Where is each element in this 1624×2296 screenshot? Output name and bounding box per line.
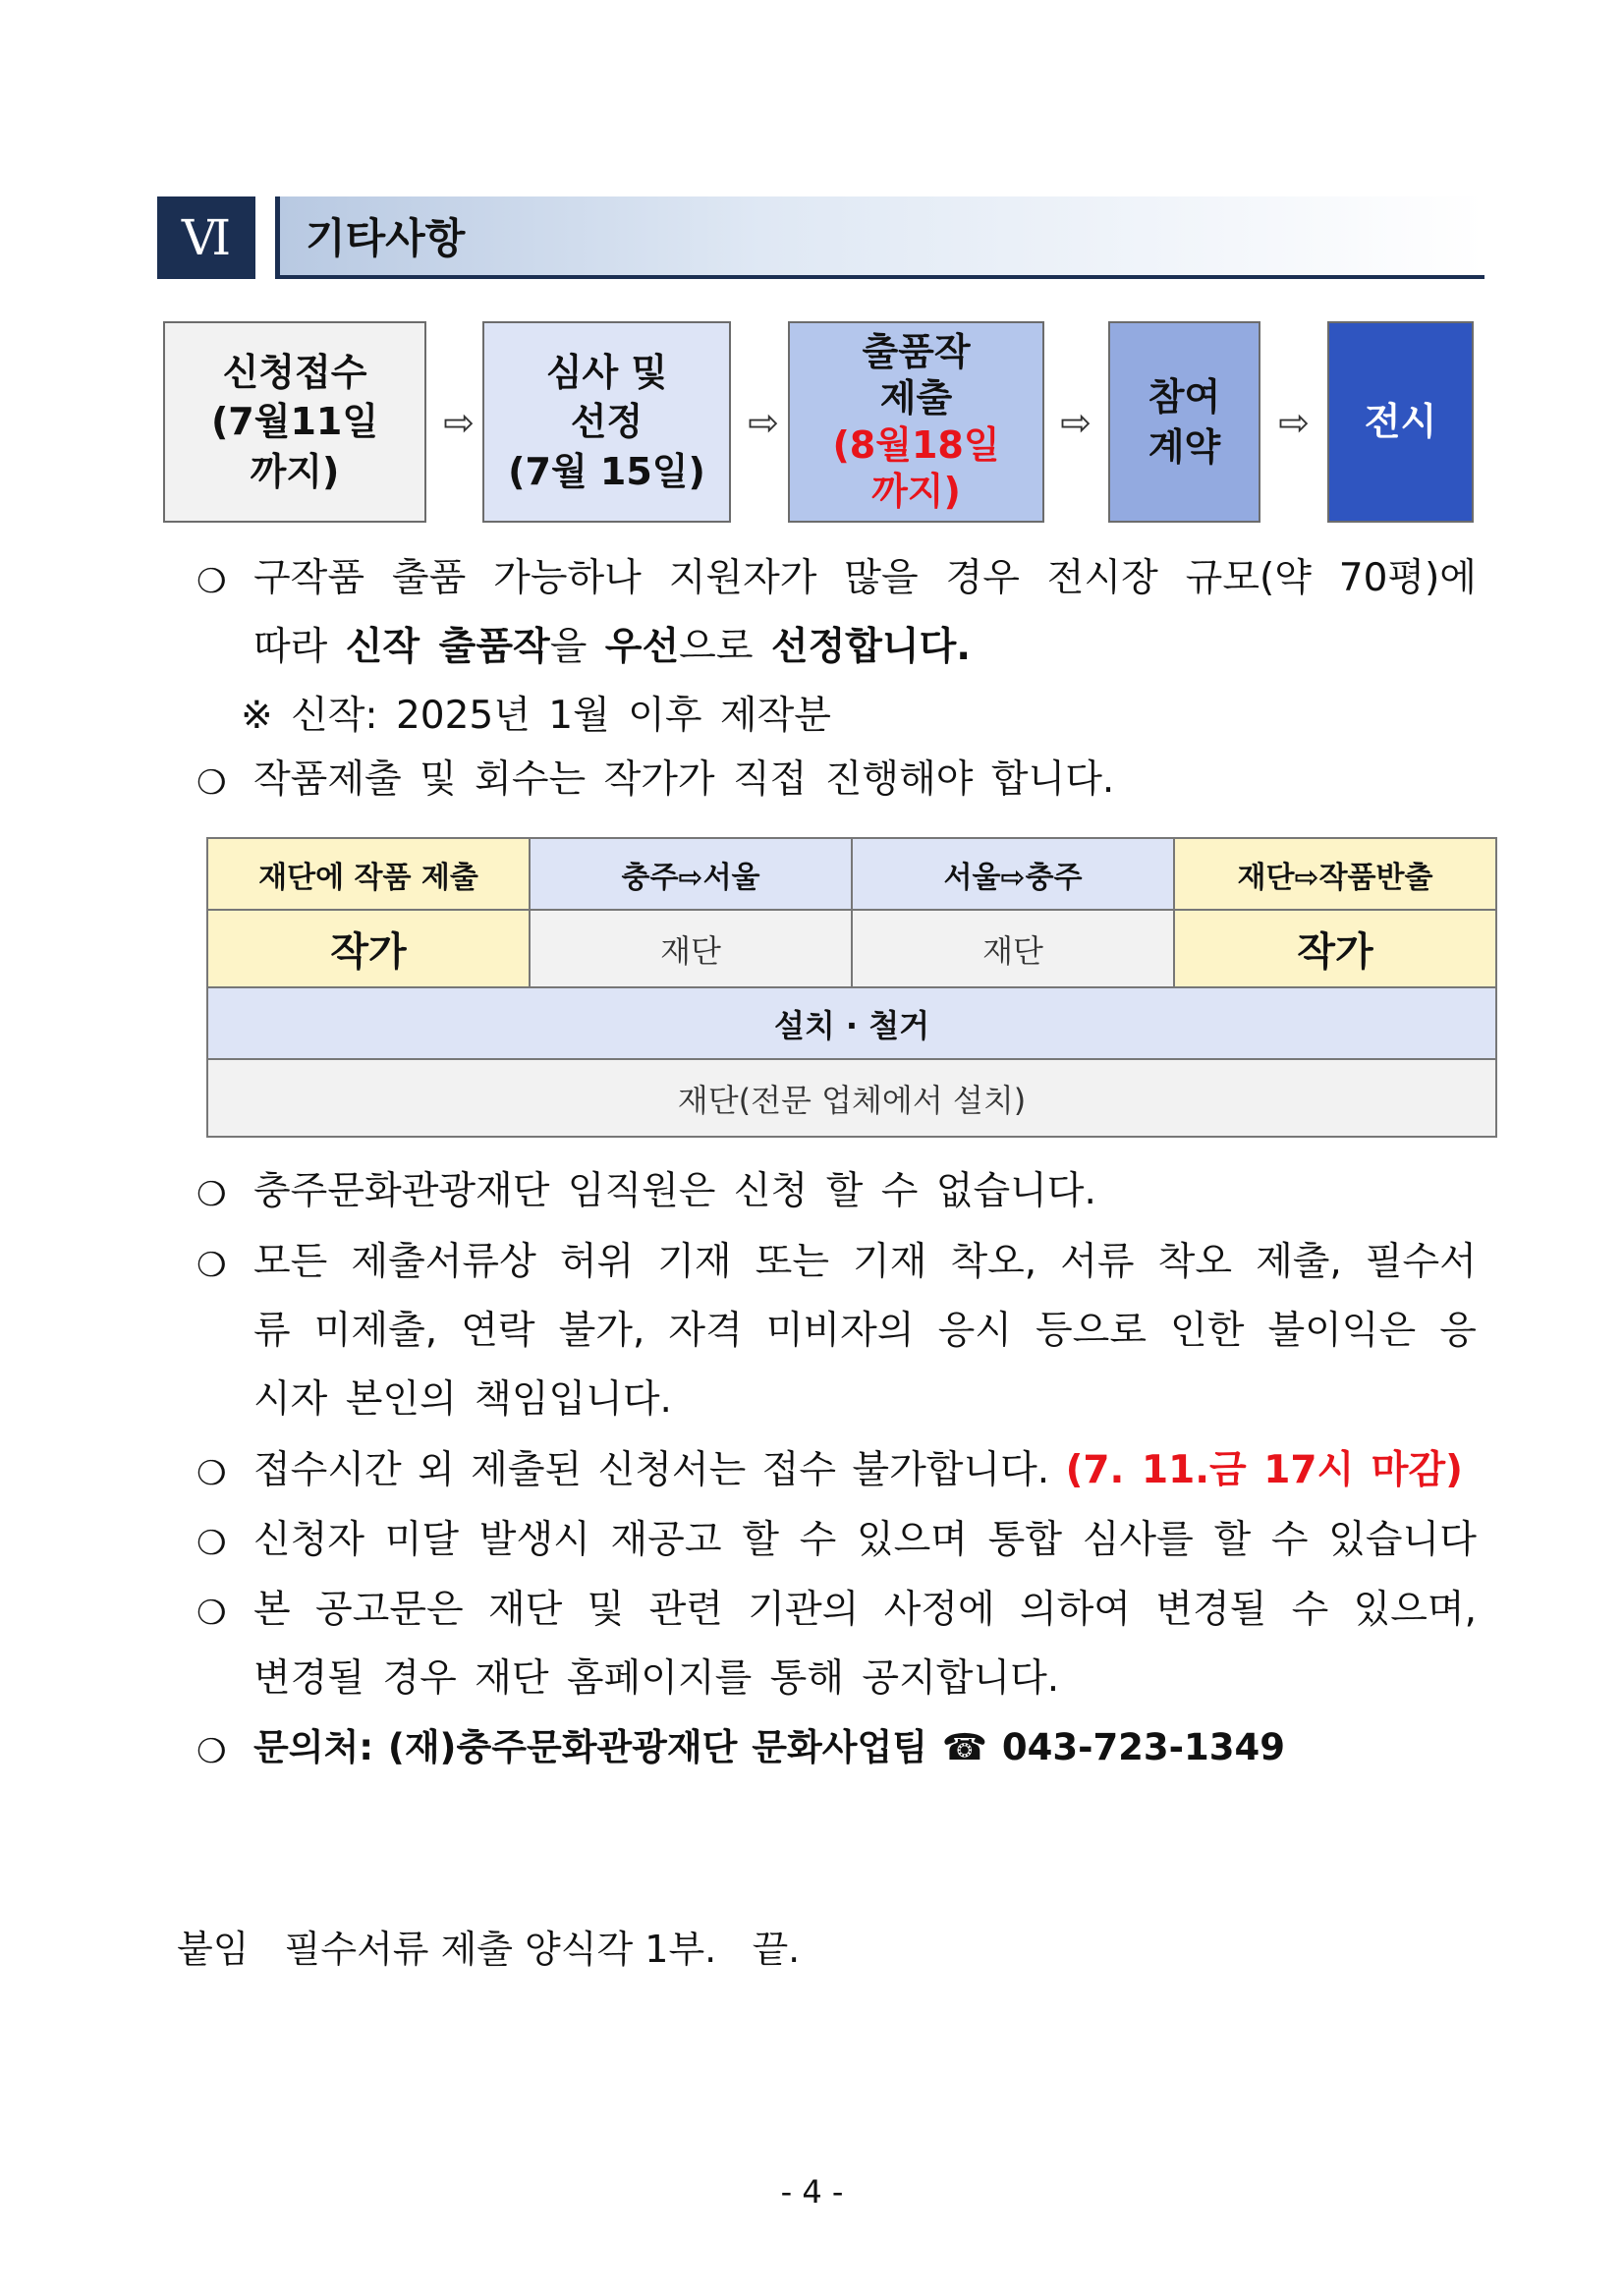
flow-step-text: 출품작 bbox=[862, 330, 971, 374]
word: 미비자의 bbox=[765, 1309, 915, 1353]
bullet-icon: ❍ bbox=[196, 562, 227, 601]
table-header: 재단에 작품 제출 bbox=[207, 838, 530, 910]
paragraph-line bbox=[253, 625, 971, 671]
word: 류 bbox=[253, 1309, 291, 1353]
word: 공고문은 bbox=[314, 1588, 464, 1632]
word: 심사를 bbox=[1082, 1518, 1194, 1562]
paragraph-line: 변경될 경우 재단 홈페이지를 통해 공지합니다. bbox=[253, 1656, 1060, 1701]
contact-label: 문의처: (재)충주문화관광재단 문화사업팀 bbox=[253, 1726, 942, 1768]
paragraph-line: 작품제출 및 회수는 작가가 직접 진행해야 합니다. bbox=[253, 757, 1115, 802]
bullet-icon: ❍ bbox=[196, 1175, 227, 1214]
table-row bbox=[207, 987, 1496, 1059]
word: 연락 bbox=[461, 1309, 535, 1353]
flow-step-deadline: 까지) bbox=[871, 469, 961, 513]
text-run: 따라 bbox=[253, 625, 346, 669]
bullet-icon: ❍ bbox=[196, 1594, 227, 1633]
word: 필수서 bbox=[1365, 1240, 1477, 1284]
responsibility-table bbox=[206, 837, 1497, 1138]
word: 제출, bbox=[1256, 1240, 1342, 1284]
bold-text: 신작 출품작 bbox=[345, 625, 550, 669]
table-cell: 재단(전문 업체에서 설치) bbox=[207, 1059, 1496, 1137]
word: 규모(약 bbox=[1185, 556, 1312, 600]
paragraph-line bbox=[253, 1240, 1477, 1286]
word: 제출서류상 bbox=[351, 1240, 536, 1284]
flow-step-review bbox=[482, 321, 731, 523]
text-run: 을 bbox=[549, 625, 605, 669]
word: 70평)에 bbox=[1338, 556, 1477, 600]
table-cell: 작가 bbox=[207, 910, 530, 987]
section-title: 기타사항 bbox=[306, 214, 466, 262]
bullet-icon: ❍ bbox=[196, 1732, 227, 1771]
flow-step-text: 참여 bbox=[1148, 374, 1221, 419]
table-header: 재단⇨작품반출 bbox=[1174, 838, 1496, 910]
word: 모든 bbox=[253, 1240, 328, 1284]
word: 미달 bbox=[384, 1518, 460, 1562]
table-header: 설치 · 철거 bbox=[207, 987, 1496, 1059]
word: 발생시 bbox=[478, 1518, 590, 1562]
word: 응 bbox=[1439, 1309, 1477, 1353]
table-cell: 재단 bbox=[530, 910, 852, 987]
section-header-bar bbox=[275, 196, 1484, 279]
word: 전시장 bbox=[1046, 556, 1158, 600]
word: 관련 bbox=[648, 1588, 723, 1632]
note-line: ※ 신작: 2025년 1월 이후 제작분 bbox=[241, 694, 831, 738]
word: 가능하나 bbox=[493, 556, 642, 600]
bullet-icon: ❍ bbox=[196, 763, 227, 803]
flow-step-contract bbox=[1108, 321, 1260, 523]
table-row bbox=[207, 1059, 1496, 1137]
word: 기재 bbox=[657, 1240, 732, 1284]
word: 기관의 bbox=[748, 1588, 860, 1632]
word: 기재 bbox=[853, 1240, 927, 1284]
word: 미제출, bbox=[313, 1309, 438, 1353]
word: 불이익은 bbox=[1267, 1309, 1417, 1353]
paragraph-line: 시자 본인의 책임입니다. bbox=[253, 1377, 672, 1422]
word: 할 bbox=[1213, 1518, 1252, 1562]
section-number: Ⅵ bbox=[157, 196, 255, 279]
word: 서류 bbox=[1060, 1240, 1135, 1284]
flow-step-text: 제출 bbox=[879, 376, 953, 420]
word: 또는 bbox=[755, 1240, 829, 1284]
attachment-line: 붙임 필수서류 제출 양식각 1부. 끝. bbox=[177, 1928, 801, 1971]
table-cell: 재단 bbox=[852, 910, 1174, 987]
flow-arrow-icon: ⇨ bbox=[1060, 401, 1092, 444]
flow-step-text: 신청접수 bbox=[222, 350, 367, 394]
word: 착오 bbox=[1157, 1240, 1233, 1284]
word: 및 bbox=[587, 1588, 625, 1632]
word: 할 bbox=[742, 1518, 779, 1562]
word: 등으로 bbox=[1035, 1309, 1147, 1353]
word: 변경될 bbox=[1155, 1588, 1267, 1632]
flow-step-text: 선정 bbox=[570, 400, 644, 444]
word: 신청자 bbox=[253, 1518, 365, 1562]
word: 수 bbox=[1291, 1588, 1329, 1632]
text-run: 접수시간 외 제출된 신청서는 접수 불가합니다. bbox=[253, 1448, 1066, 1492]
word: 있으며 bbox=[856, 1518, 968, 1562]
flow-step-application bbox=[163, 321, 426, 523]
page-number: - 4 - bbox=[780, 2173, 844, 2211]
paragraph-line bbox=[253, 1448, 1463, 1494]
word: 자격 bbox=[668, 1309, 743, 1353]
word: 불가, bbox=[558, 1309, 645, 1353]
table-cell: 작가 bbox=[1174, 910, 1496, 987]
word: 인한 bbox=[1170, 1309, 1245, 1353]
flow-step-deadline: (8월18일 bbox=[832, 422, 1000, 467]
phone-icon: ☎ bbox=[941, 1726, 987, 1768]
bold-text: 우선 bbox=[604, 625, 680, 669]
paragraph-line: 충주문화관광재단 임직원은 신청 할 수 없습니다. bbox=[253, 1169, 1096, 1213]
word: 많을 bbox=[844, 556, 919, 600]
contact-phone: 043-723-1349 bbox=[986, 1726, 1286, 1768]
paragraph-line bbox=[253, 1309, 1477, 1355]
paragraph-line bbox=[253, 556, 1477, 602]
word: 경우 bbox=[945, 556, 1020, 600]
flow-arrow-icon: ⇨ bbox=[748, 401, 779, 444]
table-header: 충주⇨서울 bbox=[530, 838, 852, 910]
bold-text: 선정합니다. bbox=[770, 625, 972, 669]
word: 지원자가 bbox=[668, 556, 817, 600]
word: 있으며, bbox=[1353, 1588, 1477, 1632]
paragraph-line bbox=[253, 1518, 1477, 1564]
word: 응시 bbox=[937, 1309, 1012, 1353]
table-row bbox=[207, 838, 1496, 910]
word: 수 bbox=[1270, 1518, 1309, 1562]
bullet-icon: ❍ bbox=[196, 1246, 227, 1285]
bullet-icon: ❍ bbox=[196, 1454, 227, 1493]
flow-step-exhibition bbox=[1327, 321, 1474, 523]
word: 수 bbox=[799, 1518, 837, 1562]
word: 있습니다 bbox=[1328, 1518, 1477, 1562]
flow-arrow-icon: ⇨ bbox=[443, 401, 475, 444]
word: 착오, bbox=[950, 1240, 1037, 1284]
table-header: 서울⇨충주 bbox=[852, 838, 1174, 910]
word: 사정에 bbox=[883, 1588, 995, 1632]
word: 본 bbox=[253, 1588, 291, 1632]
word: 통합 bbox=[987, 1518, 1063, 1562]
word: 출품 bbox=[391, 556, 467, 600]
word: 재단 bbox=[487, 1588, 563, 1632]
word: 의하여 bbox=[1019, 1588, 1131, 1632]
word: 허위 bbox=[559, 1240, 635, 1284]
word: 재공고 bbox=[610, 1518, 722, 1562]
word: 구작품 bbox=[253, 556, 365, 600]
contact-line bbox=[253, 1726, 1285, 1769]
bullet-icon: ❍ bbox=[196, 1524, 227, 1563]
flow-step-text: 까지) bbox=[250, 449, 340, 493]
paragraph-line bbox=[253, 1588, 1477, 1634]
flow-step-text: 계약 bbox=[1148, 424, 1221, 469]
table-row bbox=[207, 910, 1496, 987]
flow-step-text: 심사 및 bbox=[545, 350, 668, 394]
flow-step-submission bbox=[788, 321, 1044, 523]
text-run: 으로 bbox=[679, 625, 771, 669]
flow-step-text: (7월 15일) bbox=[508, 449, 705, 493]
flow-step-text: 전시 bbox=[1364, 400, 1437, 444]
deadline-highlight: (7. 11.금 17시 마감) bbox=[1065, 1448, 1463, 1492]
flow-arrow-icon: ⇨ bbox=[1278, 401, 1310, 444]
flow-step-text: (7월11일 bbox=[210, 400, 379, 444]
